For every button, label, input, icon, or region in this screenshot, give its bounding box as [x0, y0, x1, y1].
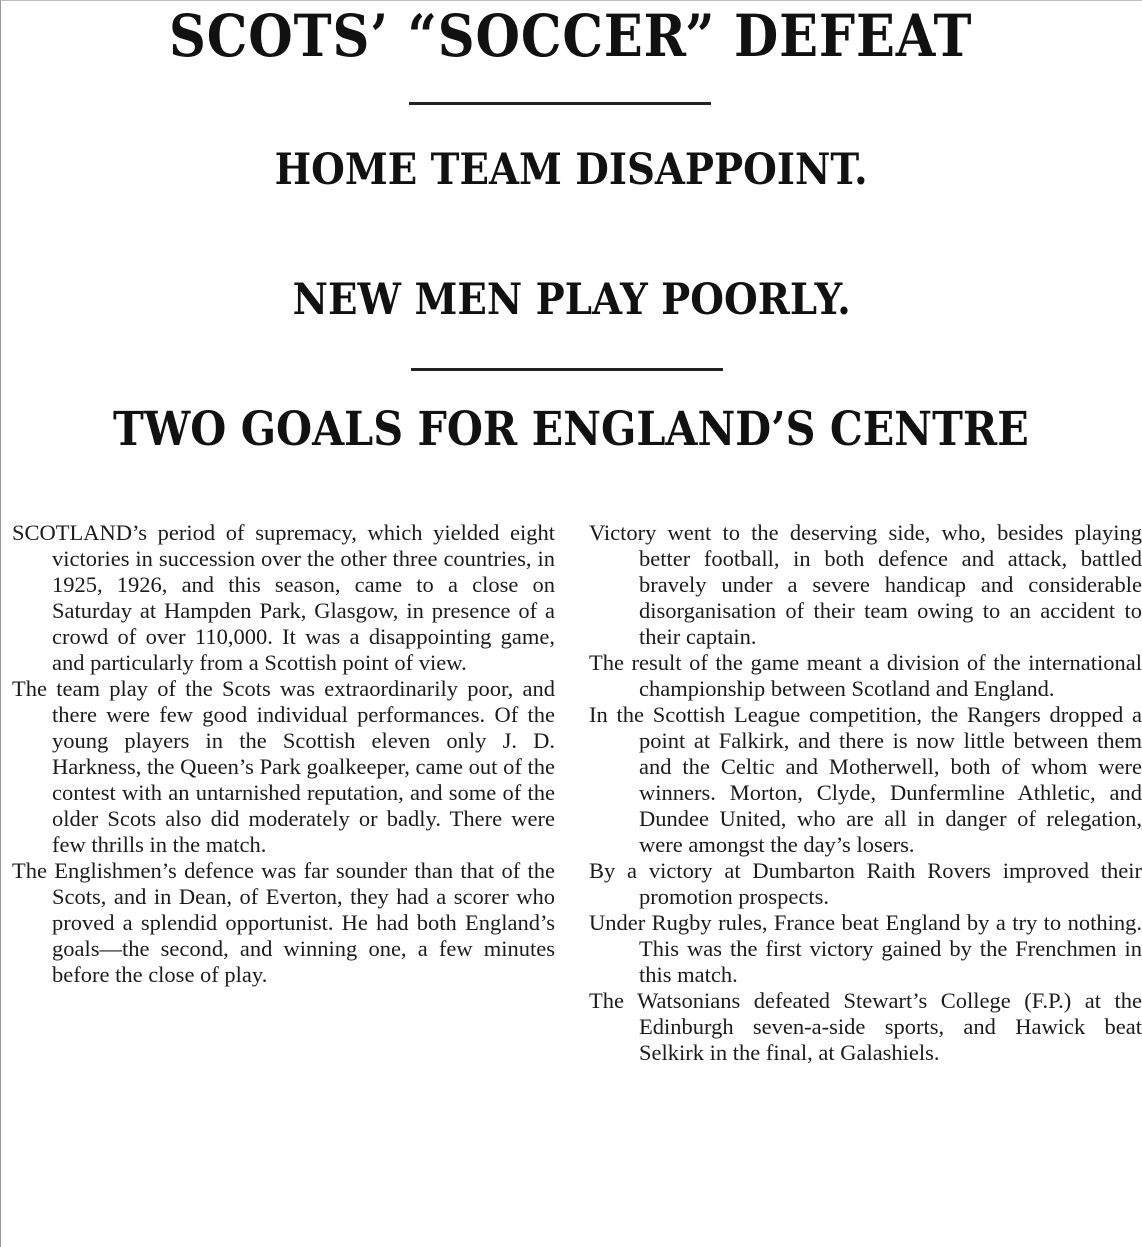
subheadline-new-men: NEW MEN PLAY POORLY. [292, 275, 851, 325]
article-column-right [589, 520, 1142, 1066]
paragraph-championship-result: The result of the game meant a division of the international championship between Scotland and England. [589, 650, 1142, 701]
paragraph-supremacy: SCOTLAND’s period of supremacy, which yielded eight victories in succession over the other three countries, in 1925, 1926, and this season, came to a close on Saturday at Hampden Park, Glasgow, in presence of a crowd of over 110,000. It was a disappointing game, and particularly from a Scottish point of view. [12, 520, 555, 675]
article-column-left [10, 520, 555, 988]
paragraph-scottish-league: In the Scottish League competition, the Rangers dropped a point at Falkirk, and there is now little between them and the Celtic and Motherwell, both of whom were winners. Morton, Clyde, Dunfermline Athletic, and Dundee United, who are all in danger of relegation, were amongst the day’s losers. [589, 702, 1142, 857]
paragraph-englishmen-defence: The Englishmen’s defence was far sounder than that of the Scots, and in Dean, of Everton, they had a scorer who proved a splendid opportunist. He had both England’s goals—the second, and winning one, a few minutes before the close of play. [12, 858, 555, 987]
paragraph-rugby: Under Rugby rules, France beat England by a try to nothing. This was the first victory gained by the Frenchmen in this match. [589, 910, 1142, 987]
headline-divider-1 [409, 102, 711, 105]
paragraph-watsonians: The Watsonians defeated Stewart’s College (F.P.) at the Edinburgh seven-a-side sports, and Hawick beat Selkirk in the final, at Galashiels. [589, 988, 1142, 1065]
subheadline-home-team: HOME TEAM DISAPPOINT. [274, 145, 868, 195]
paragraph-victory: Victory went to the deserving side, who, besides playing better football, in both defence and attack, battled bravely under a severe handicap and considerable disorganisation of their team owing to an accident to their captain. [589, 520, 1142, 649]
paragraph-raith-rovers: By a victory at Dumbarton Raith Rovers improved their promotion prospects. [589, 858, 1142, 909]
paragraph-team-play: The team play of the Scots was extraordinarily poor, and there were few good individual performances. Of the young players in the Scottish eleven only J. D. Harkness, the Queen’s Park goalkeeper, came out of the contest with an untarnished reputation, and some of the older Scots also did moderately or badly. There were few thrills in the match. [12, 676, 555, 857]
main-headline: SCOTS’ “SOCCER” DEFEAT [169, 2, 973, 70]
subheadline-two-goals: TWO GOALS FOR ENGLAND’S CENTRE [113, 402, 1029, 457]
headline-divider-2 [411, 368, 723, 371]
